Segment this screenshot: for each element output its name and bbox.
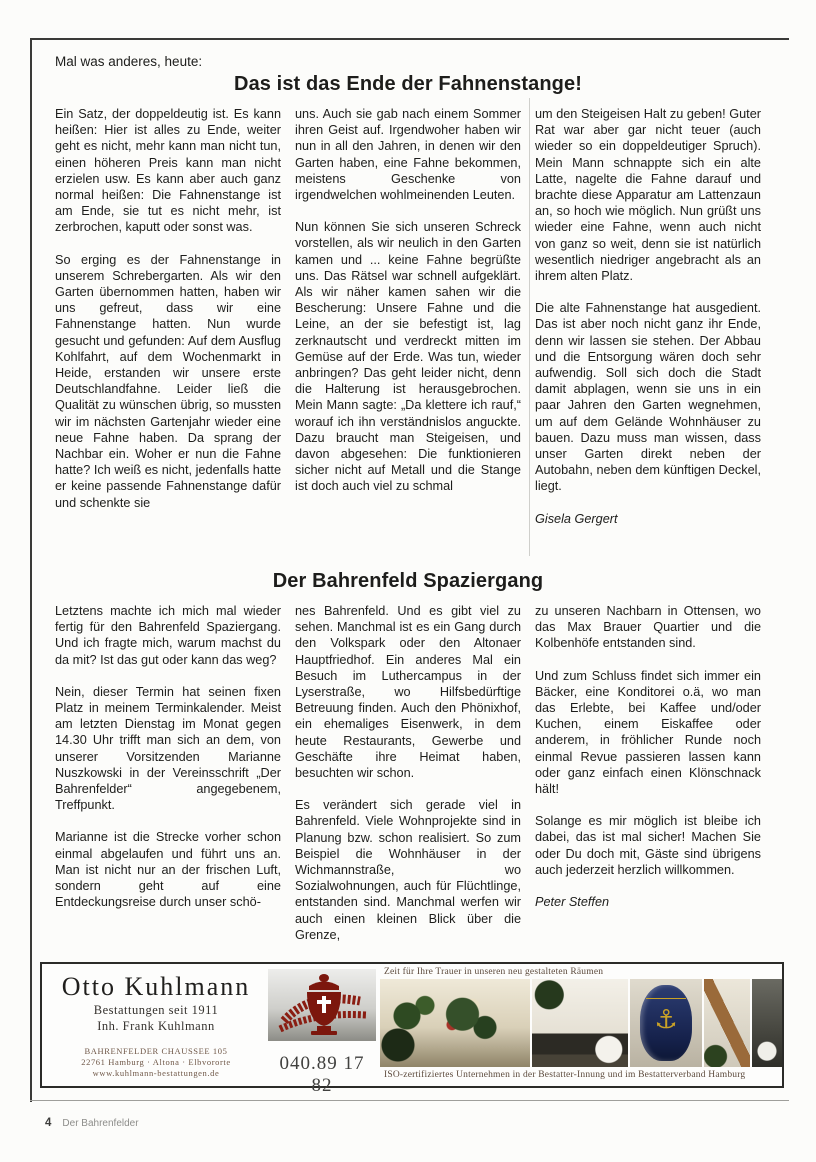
article-column-2 (295, 603, 521, 959)
article-intro: Mal was anderes, heute: (55, 54, 203, 69)
article-paragraph: Nun können Sie sich unseren Schreck vorstellen, als wir neulich in den Garten kamen und ... keine Fahne begrüßte uns. Das Rätsel war schnell aufgeklärt. Als wir näher kamen sahen wir die Bescherung: Unsere Fahne und die Leine, an der sie befestigt ist, lag zerknautscht und verdreckt mitten im Gemüse auf der Erde. Was tun, wieder anbringen? Das geht leider nicht, denn die Halterung ist herausgebrochen. Mein Mann sagte: „Da klettere ich rauf,“ worauf ich ihn verständnislos anguckte. Dazu braucht man Steigeisen, und davon abgesehen: Die funktionieren sicher nicht auf Metall und die Stange ist doch auch viel zu schmal (295, 220, 521, 494)
blue-urn-shape (640, 985, 692, 1061)
article-headline: Das ist das Ende der Fahnenstange! (234, 73, 582, 95)
urn-logo (268, 969, 376, 1097)
page-footer (45, 1117, 139, 1129)
anchor-icon: ⚓ (654, 1005, 678, 1035)
article-column-1 (55, 603, 281, 959)
address-city: 22761 Hamburg · Altona · Elbvororte (81, 1057, 231, 1067)
page-frame-left-rule (30, 38, 32, 1102)
article-paragraph: Marianne ist die Strecke vorher schon einmal abgelaufen und führt uns an. Man ist nicht nur an der frischen Luft, sondern geht auf eine Entdeckungsreise durch unser schö- (55, 830, 281, 910)
funeral-home-advert (40, 962, 784, 1096)
company-website: www.kuhlmann-bestattungen.de (92, 1068, 220, 1078)
article-paragraph: Letztens machte ich mich mal wieder fertig für den Bahrenfeld Spaziergang. Und ich fragte mich, warum machst du da mit? Ist das gut oder kann das weg? (55, 604, 281, 667)
page-frame-bottom-rule (30, 1100, 789, 1101)
article-paragraph: Es verändert sich gerade viel in Bahrenfeld. Viele Wohnprojekte sind in Planung bzw. schon realisiert. So zum Beispiel die Wohnhäuser in der Wichmannstraße, wo Sozialwohnungen, auch für Flüchtlinge, entstanden sind. Manchmal werfen wir auch einen kleinen Blick über die Grenze, (295, 798, 521, 942)
article-column-3 (535, 106, 761, 543)
photo-flower-room (380, 979, 530, 1067)
article-paragraph: Ein Satz, der doppeldeutig ist. Es kann heißen: Hier ist alles zu Ende, weiter geht es nicht, mehr kann man nicht tun, einen höheren Preis kann man nicht erzielen usw. Es kann aber auch ganz normal heißen: Die Fahnenstange ist am Ende, sie tut es nicht mehr, ist zerbrochen, kaputt oder sonst was. (55, 107, 281, 235)
address-street: BAHRENFELDER CHAUSSEE 105 (84, 1046, 228, 1056)
page-number: 4 (45, 1117, 52, 1129)
article-column-3 (535, 603, 761, 959)
article-paragraph: uns. Auch sie gab nach einem Sommer ihren Geist auf. Irgendwoher haben wir nun in all den Jahren, in denen wir den Garten haben, eine Fahne bekommen, meistens Geschenke von irgendwelchen wohlmeinenden Leuten. (295, 107, 521, 203)
advert-caption-bottom: ISO-zertifiziertes Unternehmen in der Bestatter-Innung und im Bestatterverband Hamburg (384, 1070, 746, 1080)
advert-caption-top: Zeit für Ihre Trauer in unseren neu gestalteten Räumen (384, 967, 604, 977)
advert-photo-strip (380, 964, 782, 1086)
article-paragraph: Und zum Schluss findet sich immer ein Bäcker, eine Konditorei o.ä, wo man das Erlebte, bei Kaffee und/oder Kuchen, einem Eiskaffee oder anderem, in fröhlicher Runde noch einmal Revue passieren lassen kann oder ganz einfach einen Klönschnack hält! (535, 668, 761, 797)
urn-gold-band (646, 998, 686, 999)
article-column-1 (55, 106, 281, 543)
article-paragraph: Nein, dieser Termin hat seinen fixen Platz in meinem Terminkalender. Meist am letzten Dienstag im Monat gegen 14.30 Uhr trifft man sich an dem, von unserer Vorsitzenden Marianne Nuszkowski in der Vereinsschrift „Der Bahrenfelder“ angegebenem, Treffpunkt. (55, 684, 281, 813)
photo-dark-room (752, 979, 782, 1067)
article-fahnenstange (55, 54, 761, 543)
company-name: Otto Kuhlmann (61, 972, 251, 1001)
company-owner: Inh. Frank Kuhlmann (97, 1019, 215, 1033)
article-paragraph: um den Steigeisen Halt zu geben! Guter Rat war aber gar nicht teuer (auch wieder so ein doppeldeutiger Spruch). Mein Mann schnappte sich ein alte Latte, nagelte die Fahne darauf und brachte diese Apparatur am Lattenzaun an, so hoch wie möglich. Nun grüßt uns wieder eine Fahne, wenn auch nicht von ganz so weit, denn sie ist natürlich wesentlich niedriger angebracht als an ihrem alten Platz. (535, 107, 761, 284)
advert-company-block (46, 966, 266, 1084)
article-spaziergang (55, 566, 761, 959)
article-paragraph: So erging es der Fahnenstange in unserem Schrebergarten. Als wir den Garten übernommen hatten, haben wir uns gefreut, dass wir eine Fahnenstange hatten. Nun wurde gesucht und gefunden: Auf dem Ausflug Kohlfahrt, auf dem Wochenmarkt in Heide, erstanden wir unsere erste Deutschlandfahne. Leider ließ die Qualität zu wünschen übrig, so mussten wir im nächsten Gartenjahr wieder eine neue Fahne haben. Da sprang der Nachbar ein. Woher er nun die Fahne hatte? Ich weiß es nicht, jedenfalls hatte er keine passende Fahnenstange dafür und schenkte sie (55, 252, 281, 510)
magazine-title: Der Bahrenfelder (62, 1118, 139, 1129)
article-paragraph: Die alte Fahnenstange hat ausgedient. Das ist aber noch nicht ganz ihr Ende, denn wir lassen sie stehen. Der Abbau und die Entsorgung wären doch sehr aufwendig. Soll sich doch die Stadt damit abplagen, wenn sie uns in ein paar Jahren den Garten wegnehmen, um auf dem Gelände Wohnhäuser zu bauen. Dazu muss man wissen, dass unser Garten direkt neben der Autobahn, neben dem künftigen Deckel, liegt. (535, 301, 761, 494)
company-address (46, 1046, 266, 1079)
photo-strip (380, 979, 782, 1067)
page-frame-top-rule (30, 38, 789, 40)
article-columns (55, 106, 761, 543)
photo-interior-room (532, 979, 628, 1067)
photo-blue-urn (630, 979, 702, 1067)
article-paragraph: Solange es mir möglich ist bleibe ich dabei, das ist mal sicher! Machen Sie oder Du doch mit, Gäste sind übrigens auch jederzeit herzlich willkommen. (535, 814, 761, 877)
article-column-2 (295, 106, 521, 543)
article-paragraph: zu unseren Nachbarn in Ottensen, wo das Max Brauer Quartier und die Kolbenhöfe entstanden sind. (535, 604, 761, 651)
author-signature: Peter Steffen (535, 895, 610, 910)
article-headline: Der Bahrenfeld Spaziergang (272, 570, 544, 592)
company-subtitle: Bestattungen seit 1911 (93, 1003, 219, 1017)
author-signature: Gisela Gergert (535, 511, 618, 526)
photo-wooden-detail (704, 979, 750, 1067)
urn-logo-graphic (268, 969, 376, 1041)
article-columns (55, 603, 761, 959)
phone-number: 040.89 17 82 (279, 1053, 365, 1096)
article-paragraph: nes Bahrenfeld. Und es gibt viel zu sehen. Manchmal ist es ein Gang durch den Volkspark oder den Altonaer Hauptfriedhof. Ein anderes Mal ein Besuch im Luthercampus in der Lyserstraße, wo Hilfsbedürftige Betreuung finden. Auch den Phönixhof, ein ehemaliges Eisenwerk, in dem heute Restaurants, Gewerbe und Geschäfte ihre Heimat haben, besuchten wir schon. (295, 604, 521, 781)
